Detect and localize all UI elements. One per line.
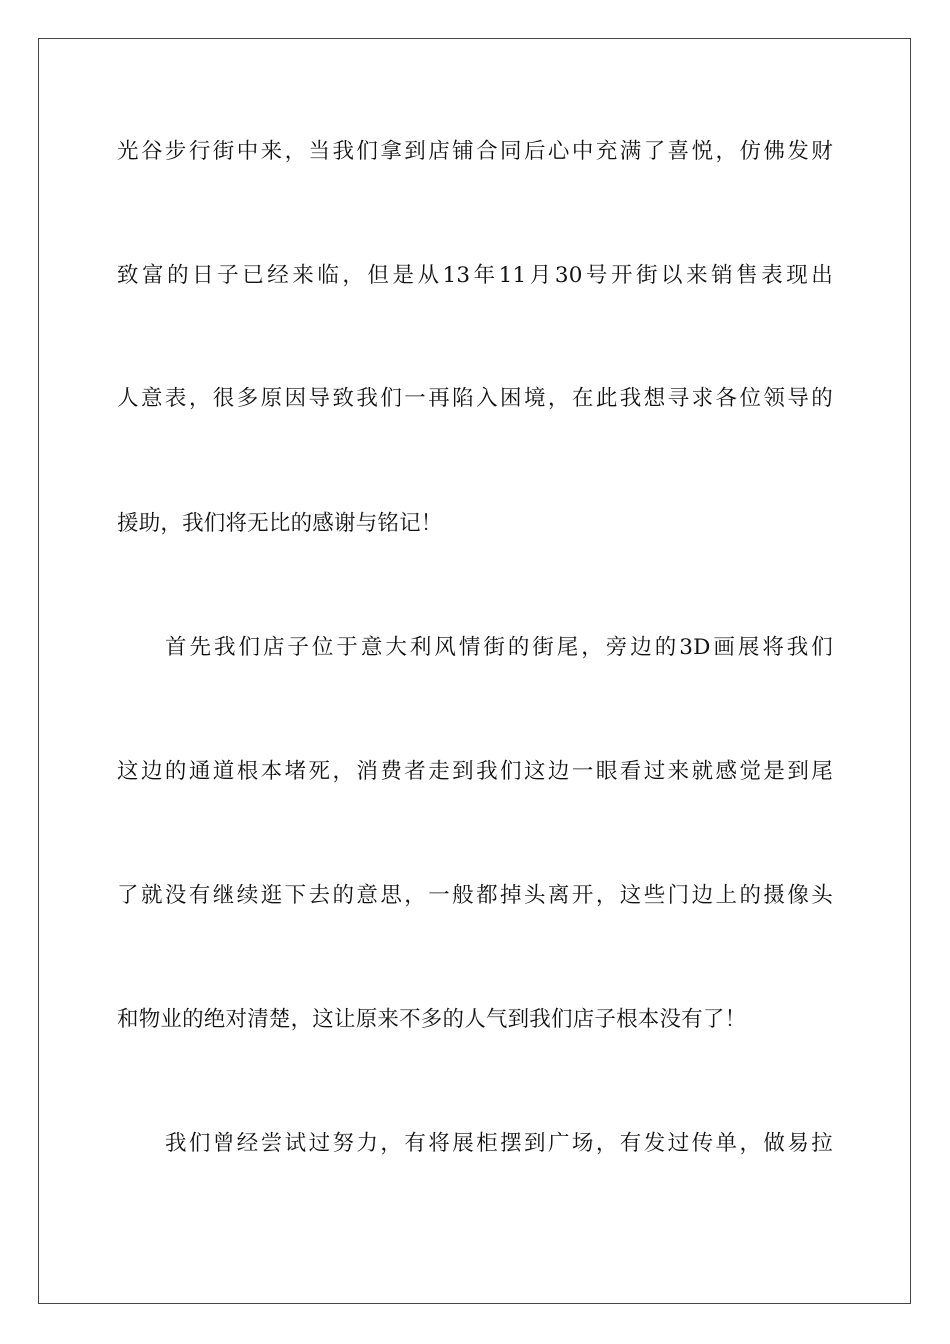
body-text-line: 援助，我们将无比的感谢与铭记！ (117, 511, 443, 536)
body-text-line: 人意表，很多原因导致我们一再陷入困境，在此我想寻求各位领导的 (117, 386, 833, 411)
paragraph-first-line: 首先我们店子位于意大利风情街的街尾，旁边的3D画展将我们 (165, 635, 833, 660)
page-border (38, 38, 911, 1304)
body-text-line: 光谷步行街中来，当我们拿到店铺合同后心中充满了喜悦，仿佛发财 (117, 139, 833, 164)
body-text-line: 致富的日子已经来临，但是从13年11月30号开街以来销售表现出 (117, 263, 833, 288)
body-text-line: 和物业的绝对清楚，这让原来不多的人气到我们店子根本没有了！ (117, 1007, 747, 1032)
body-text-line: 了就没有继续逛下去的意思，一般都掉头离开，这些门边上的摄像头 (117, 883, 833, 908)
body-text-line: 这边的通道根本堵死，消费者走到我们这边一眼看过来就感觉是到尾 (117, 759, 833, 784)
paragraph-first-line: 我们曾经尝试过努力，有将展柜摆到广场，有发过传单，做易拉 (165, 1131, 833, 1156)
